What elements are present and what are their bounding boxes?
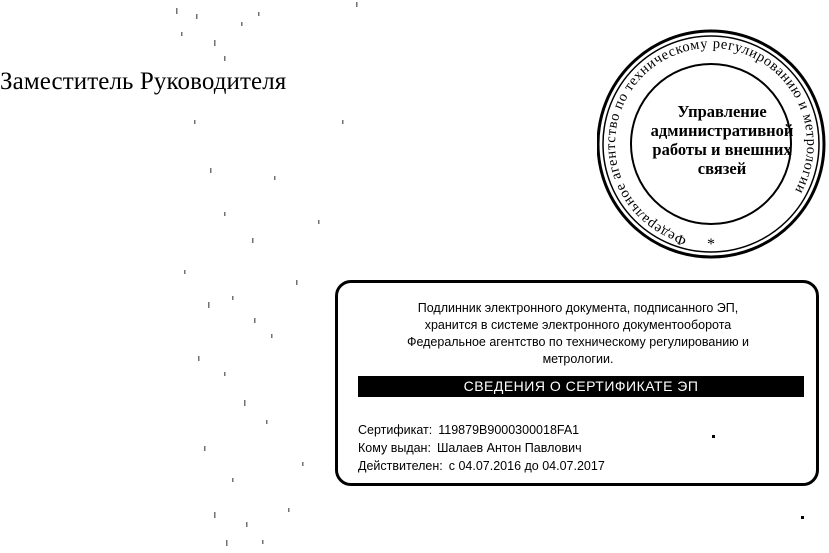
issued-to-row (358, 439, 605, 457)
signature-intro-line: Подлинник электронного документа, подписанного ЭП, (417, 301, 739, 315)
issued-to-value: Шалаев Антон Павлович (436, 441, 582, 455)
seal-star: * (707, 236, 715, 253)
signature-intro (346, 300, 810, 368)
signature-intro-line: Федеральное агентство по техническому регулированию и (406, 335, 750, 349)
seal-ring-text: Федеральное агентство по техническому регулированию и метрологии (602, 35, 820, 249)
validity-label: Действителен: (358, 459, 443, 473)
validity-value: с 04.07.2016 до 04.07.2017 (448, 459, 605, 473)
electronic-signature-stamp (335, 280, 819, 486)
certificate-details (358, 421, 605, 475)
seal-center-line: Управление (677, 102, 767, 121)
certificate-row (358, 421, 605, 439)
seal-center-line: работы и внешних (652, 140, 792, 159)
signature-intro-line: хранится в системе электронного документооборота (424, 318, 732, 332)
seal-center-line: связей (697, 159, 747, 178)
validity-row (358, 457, 605, 475)
signature-intro-line: метрологии. (542, 352, 614, 366)
certificate-label: Сертификат: (358, 423, 433, 437)
issued-to-label: Кому выдан: (358, 441, 431, 455)
seal-center-text (627, 102, 817, 178)
certificate-value: 119879B9000300018FA1 (438, 423, 580, 437)
official-seal (597, 14, 829, 264)
certificate-banner: СВЕДЕНИЯ О СЕРТИФИКАТЕ ЭП (358, 376, 804, 397)
stray-mark (712, 435, 715, 438)
stray-mark (801, 516, 804, 519)
document-title: Заместитель Руководителя (0, 68, 287, 95)
seal-center-line: административной (650, 121, 794, 140)
